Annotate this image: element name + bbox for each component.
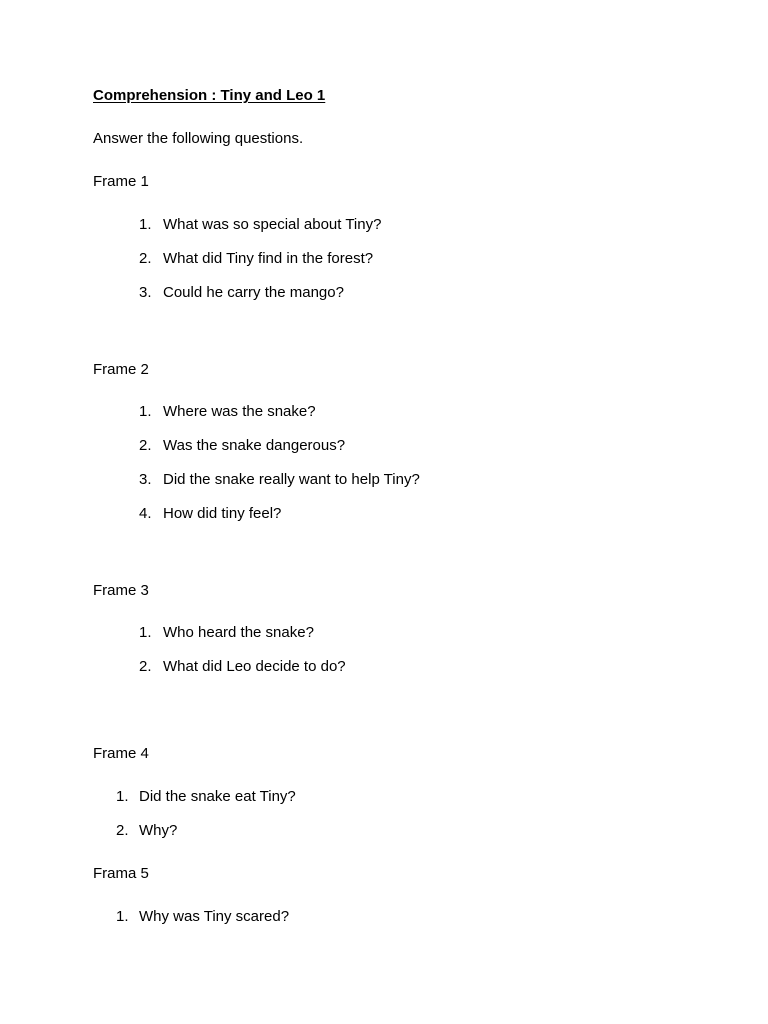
question-number: 2. [139, 437, 152, 454]
question-text: What did Tiny find in the forest? [163, 250, 374, 267]
question-number: 1. [139, 216, 152, 233]
document-title: Comprehension : Tiny and Leo 1 [93, 87, 326, 104]
question-number: 2. [139, 250, 152, 267]
question-number: 1. [139, 403, 152, 420]
question-text: Where was the snake? [163, 403, 316, 420]
question-text: Was the snake dangerous? [163, 437, 346, 454]
question-number: 1. [139, 624, 152, 641]
question-text: What did Leo decide to do? [163, 658, 346, 675]
question-text: Who heard the snake? [163, 624, 314, 641]
question-text: Why was Tiny scared? [139, 908, 290, 925]
question-text: How did tiny feel? [163, 505, 282, 522]
question-number: 2. [116, 822, 129, 839]
question-text: Did the snake eat Tiny? [139, 788, 296, 805]
frame-heading: Frame 3 [93, 582, 149, 599]
question-number: 2. [139, 658, 152, 675]
frame-heading: Frama 5 [93, 865, 149, 882]
frame-heading: Frame 2 [93, 361, 149, 378]
question-text: Could he carry the mango? [163, 284, 344, 301]
question-number: 3. [139, 284, 152, 301]
instruction-text: Answer the following questions. [93, 130, 304, 147]
question-number: 3. [139, 471, 152, 488]
question-text: Why? [139, 822, 178, 839]
question-text: What was so special about Tiny? [163, 216, 382, 233]
question-text: Did the snake really want to help Tiny? [163, 471, 420, 488]
frame-heading: Frame 1 [93, 173, 149, 190]
question-number: 4. [139, 505, 152, 522]
question-number: 1. [116, 908, 129, 925]
question-number: 1. [116, 788, 129, 805]
frame-heading: Frame 4 [93, 745, 149, 762]
